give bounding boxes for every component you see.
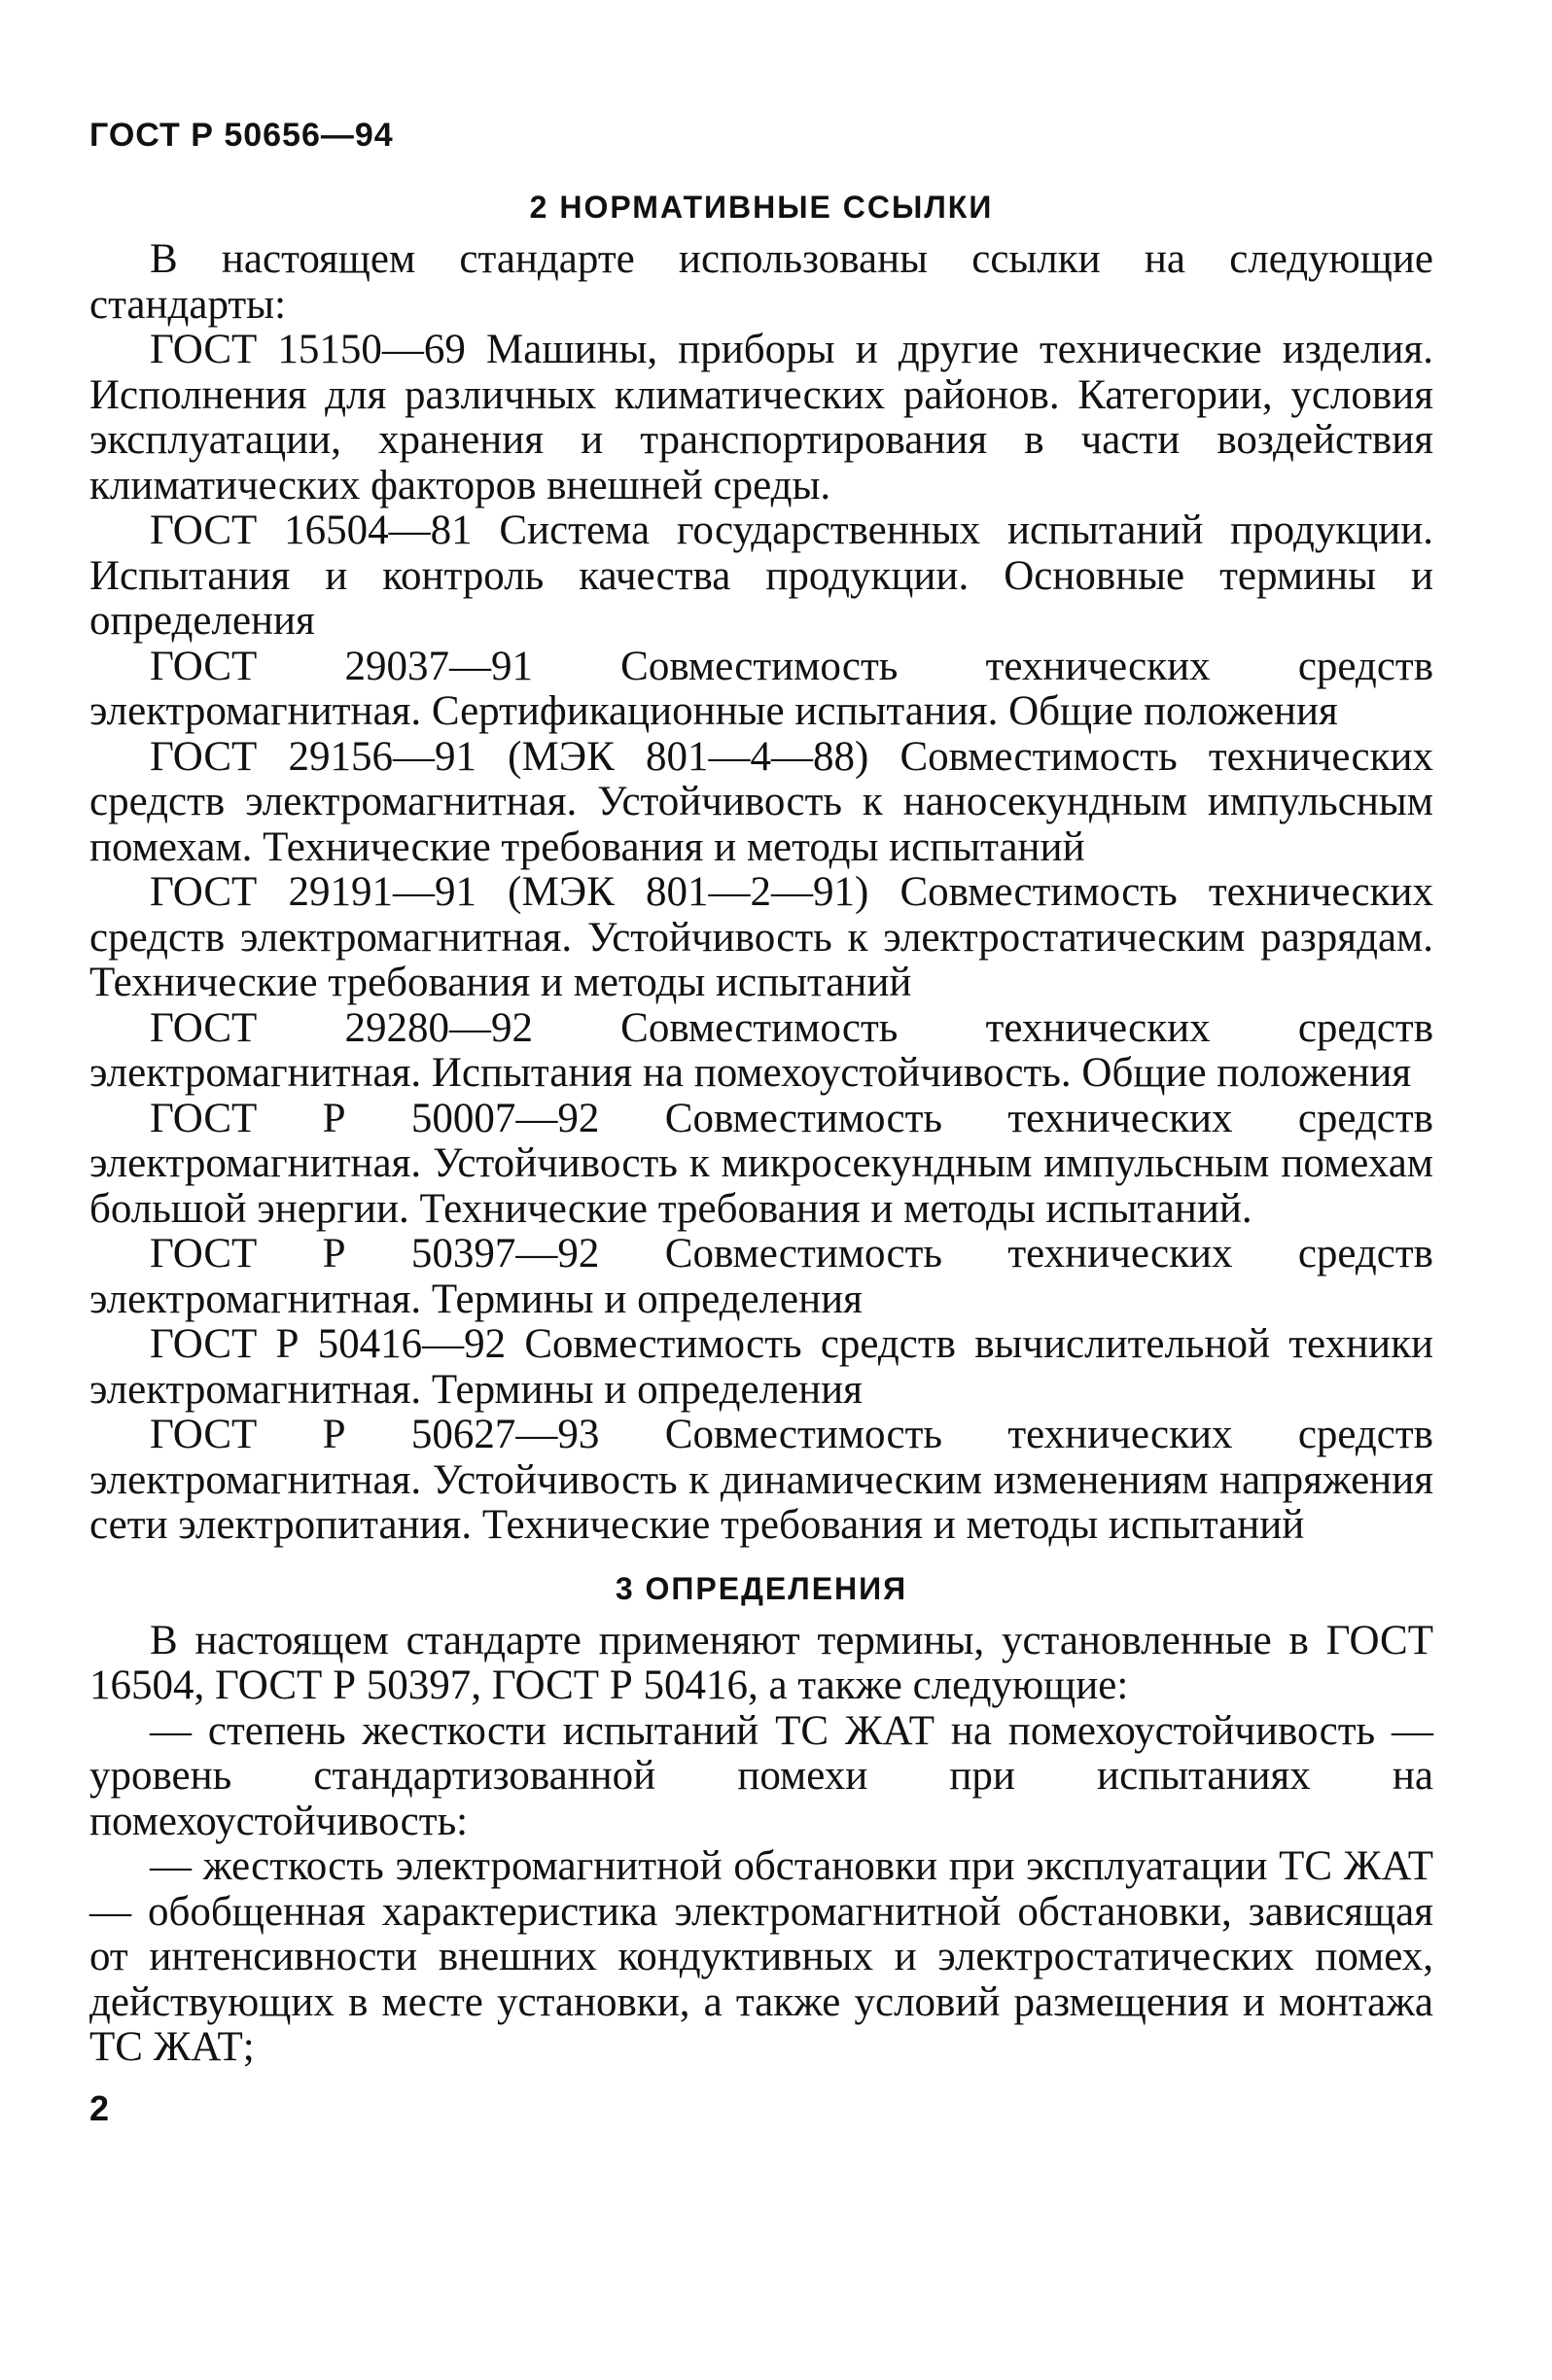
page-content <box>89 185 1433 2071</box>
section-2-title: 2 НОРМАТИВНЫЕ ССЫЛКИ <box>529 190 994 225</box>
reference-gost-29156: ГОСТ 29156—91 (МЭК 801—4—88) Совместимость технических средств электромагнитная. Устойчивость к наносекундным импульсным помехам. Технические требования и методы испытаний <box>89 733 1433 870</box>
reference-gost-r-50627: ГОСТ Р 50627—93 Совместимость технических средств электромагнитная. Устойчивость к динамическим изменениям напряжения сети электропитания. Технические требования и методы испытаний <box>89 1412 1433 1548</box>
section-2-intro: В настоящем стандарте использованы ссылки на следующие стандарты: <box>89 236 1433 328</box>
page-number: 2 <box>89 2088 110 2128</box>
reference-gost-r-50397: ГОСТ Р 50397—92 Совместимость технических средств электромагнитная. Термины и определения <box>89 1231 1433 1322</box>
section-3-title: 3 ОПРЕДЕЛЕНИЯ <box>615 1570 908 1606</box>
section-3-intro: В настоящем стандарте применяют термины, установленные в ГОСТ 16504, ГОСТ Р 50397, ГОСТ Р 50416, а также следующие: <box>89 1617 1433 1708</box>
reference-gost-29280: ГОСТ 29280—92 Совместимость технических средств электромагнитная. Испытания на помехоустойчивость. Общие положения <box>89 1004 1433 1096</box>
reference-gost-29191: ГОСТ 29191—91 (МЭК 801—2—91) Совместимость технических средств электромагнитная. Устойчивость к электростатическим разрядам. Технические требования и методы испытаний <box>89 869 1433 1005</box>
definition-test-severity: — степень жесткости испытаний ТС ЖАТ на помехоустойчивость — уровень стандартизованной помехи при испытаниях на помехоустойчивость: <box>89 1707 1433 1844</box>
reference-gost-r-50007: ГОСТ Р 50007—92 Совместимость технических средств электромагнитная. Устойчивость к микросекундным импульсным помехам большой энергии. Технические требования и методы испытаний. <box>89 1095 1433 1232</box>
document-code-header: ГОСТ Р 50656—94 <box>89 117 394 154</box>
reference-gost-29037: ГОСТ 29037—91 Совместимость технических средств электромагнитная. Сертификационные испытания. Общие положения <box>89 643 1433 734</box>
reference-gost-15150: ГОСТ 15150—69 Машины, приборы и другие технические изделия. Исполнения для различных климатических районов. Категории, условия эксплуатации, хранения и транспортирования в части воздействия климатических факторов внешней среды. <box>89 327 1433 508</box>
reference-gost-r-50416: ГОСТ Р 50416—92 Совместимость средств вычислительной техники электромагнитная. Термины и определения <box>89 1321 1433 1413</box>
reference-gost-16504: ГОСТ 16504—81 Система государственных испытаний продукции. Испытания и контроль качества продукции. Основные термины и определения <box>89 508 1433 644</box>
definition-environment-severity: — жесткость электромагнитной обстановки при эксплуатации ТС ЖАТ — обобщенная характеристика электромагнитной обстановки, зависящая от интенсивности внешних кондуктивных и электростатических помех, действующих в месте установки, а также условий размещения и монтажа ТС ЖАТ; <box>89 1843 1433 2070</box>
